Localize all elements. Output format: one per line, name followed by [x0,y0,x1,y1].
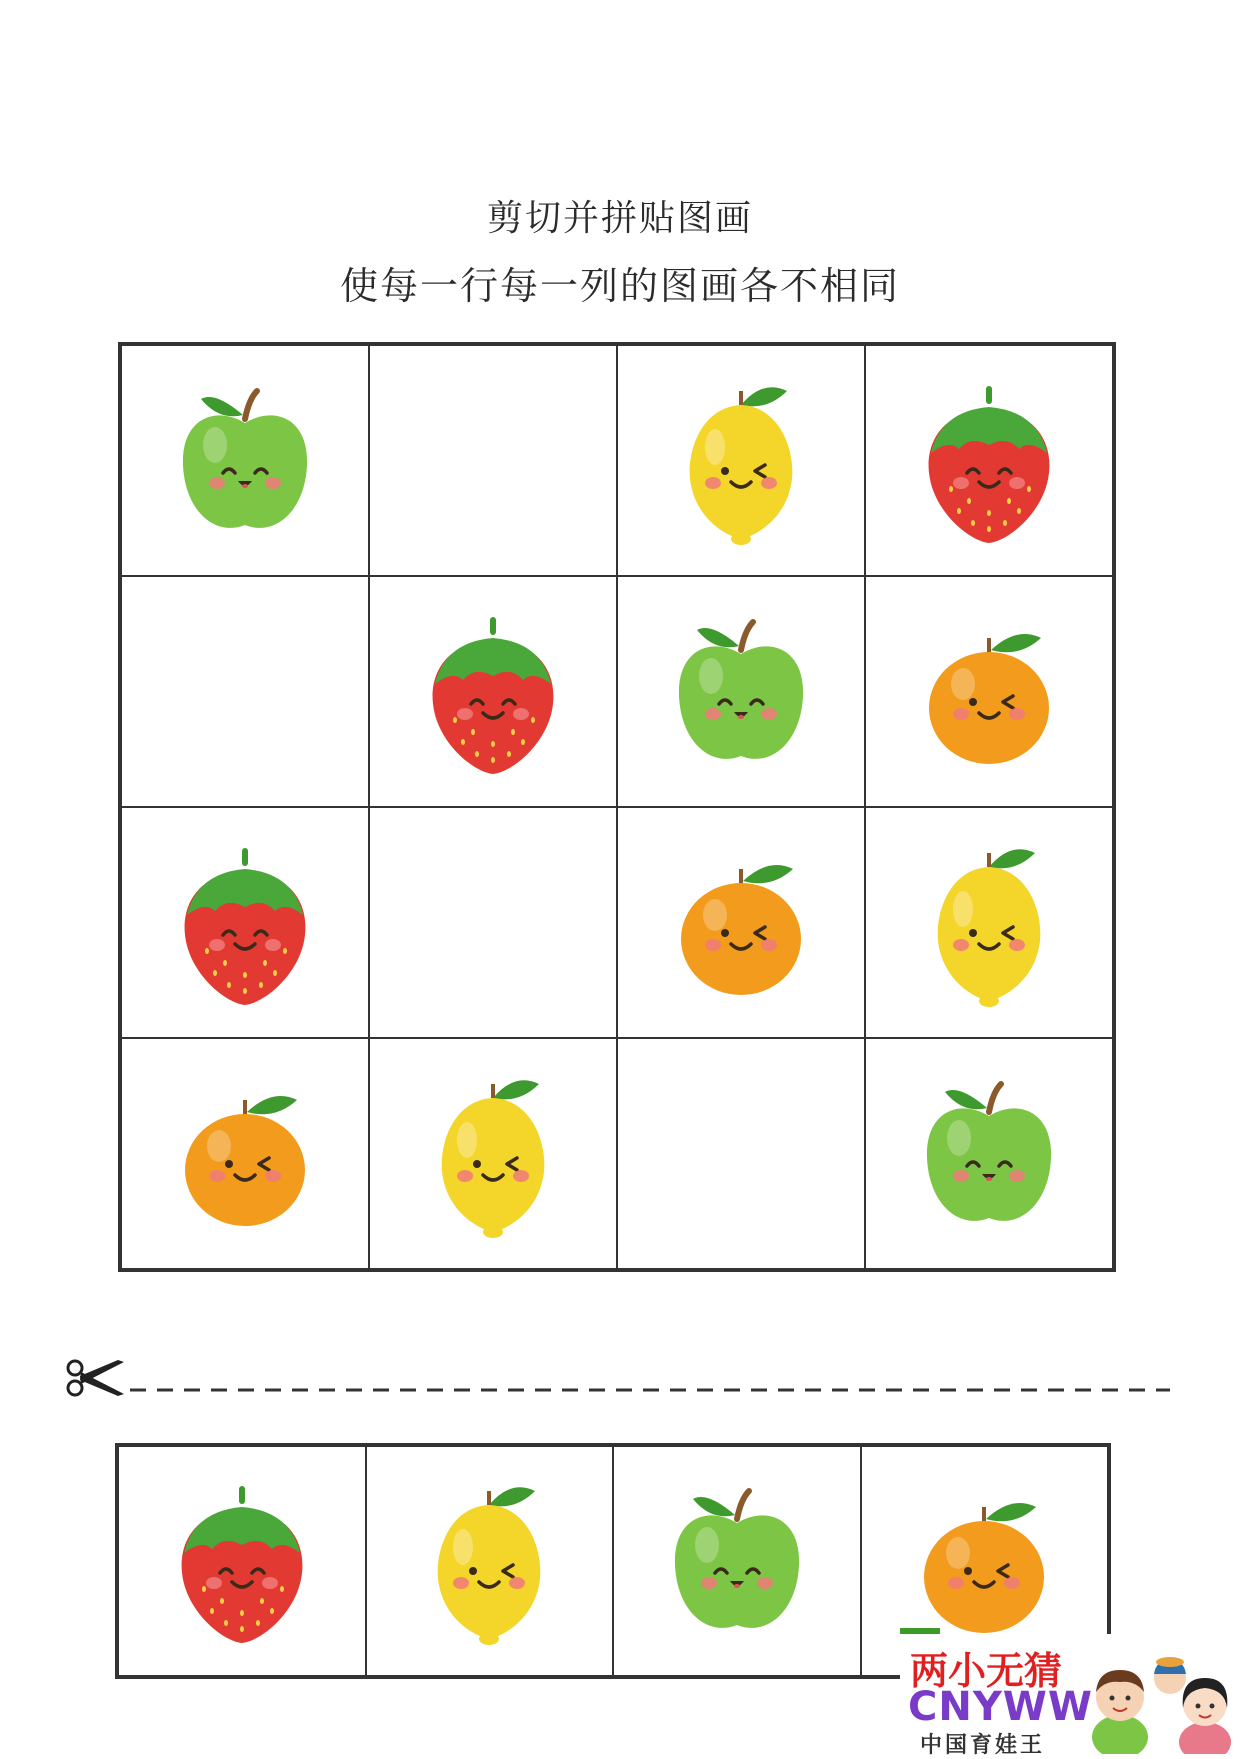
logo-title: 两小无猜 [910,1649,1063,1693]
empty-puzzle-cell[interactable] [369,345,617,576]
puzzle-cell [121,1038,369,1269]
puzzle-cell [121,807,369,1038]
puzzle-cell [121,345,369,576]
page-subtitle: 使每一行每一列的图画各不相同 [339,264,900,308]
cutout-piece[interactable] [613,1446,861,1676]
puzzle-cell [865,807,1113,1038]
strawberry-icon [145,823,345,1023]
puzzle-cell [865,1038,1113,1269]
kids-illustration [1080,1642,1240,1754]
puzzle-cell [617,345,865,576]
puzzle-cell [865,345,1113,576]
cutout-piece[interactable] [118,1446,366,1676]
cut-line [60,1350,1180,1400]
apple-icon [641,592,841,792]
page-title: 剪切并拼贴图画 [486,198,753,239]
lemon-icon [393,1054,593,1254]
empty-puzzle-cell[interactable] [121,576,369,807]
puzzle-grid [118,342,1116,1272]
apple-icon [637,1461,837,1661]
lemon-icon [889,823,1089,1023]
strawberry-icon [393,592,593,792]
apple-icon [145,361,345,561]
orange-icon [641,823,841,1023]
empty-puzzle-cell[interactable] [617,1038,865,1269]
brand-logo [900,1628,1240,1758]
logo-tagline: 中国育娃王 [920,1733,1046,1758]
strawberry-icon [142,1461,342,1661]
empty-puzzle-cell[interactable] [369,807,617,1038]
orange-icon [889,592,1089,792]
puzzle-cell [617,807,865,1038]
orange-icon [145,1054,345,1254]
lemon-icon [641,361,841,561]
puzzle-cell [865,576,1113,807]
strawberry-icon [889,361,1089,561]
apple-icon [889,1054,1089,1254]
puzzle-cell [617,576,865,807]
puzzle-cell [369,1038,617,1269]
lemon-icon [389,1461,589,1661]
cutout-piece[interactable] [366,1446,614,1676]
puzzle-cell [369,576,617,807]
logo-brand: CNYWW [908,1684,1094,1730]
scissors-icon [68,1360,124,1396]
